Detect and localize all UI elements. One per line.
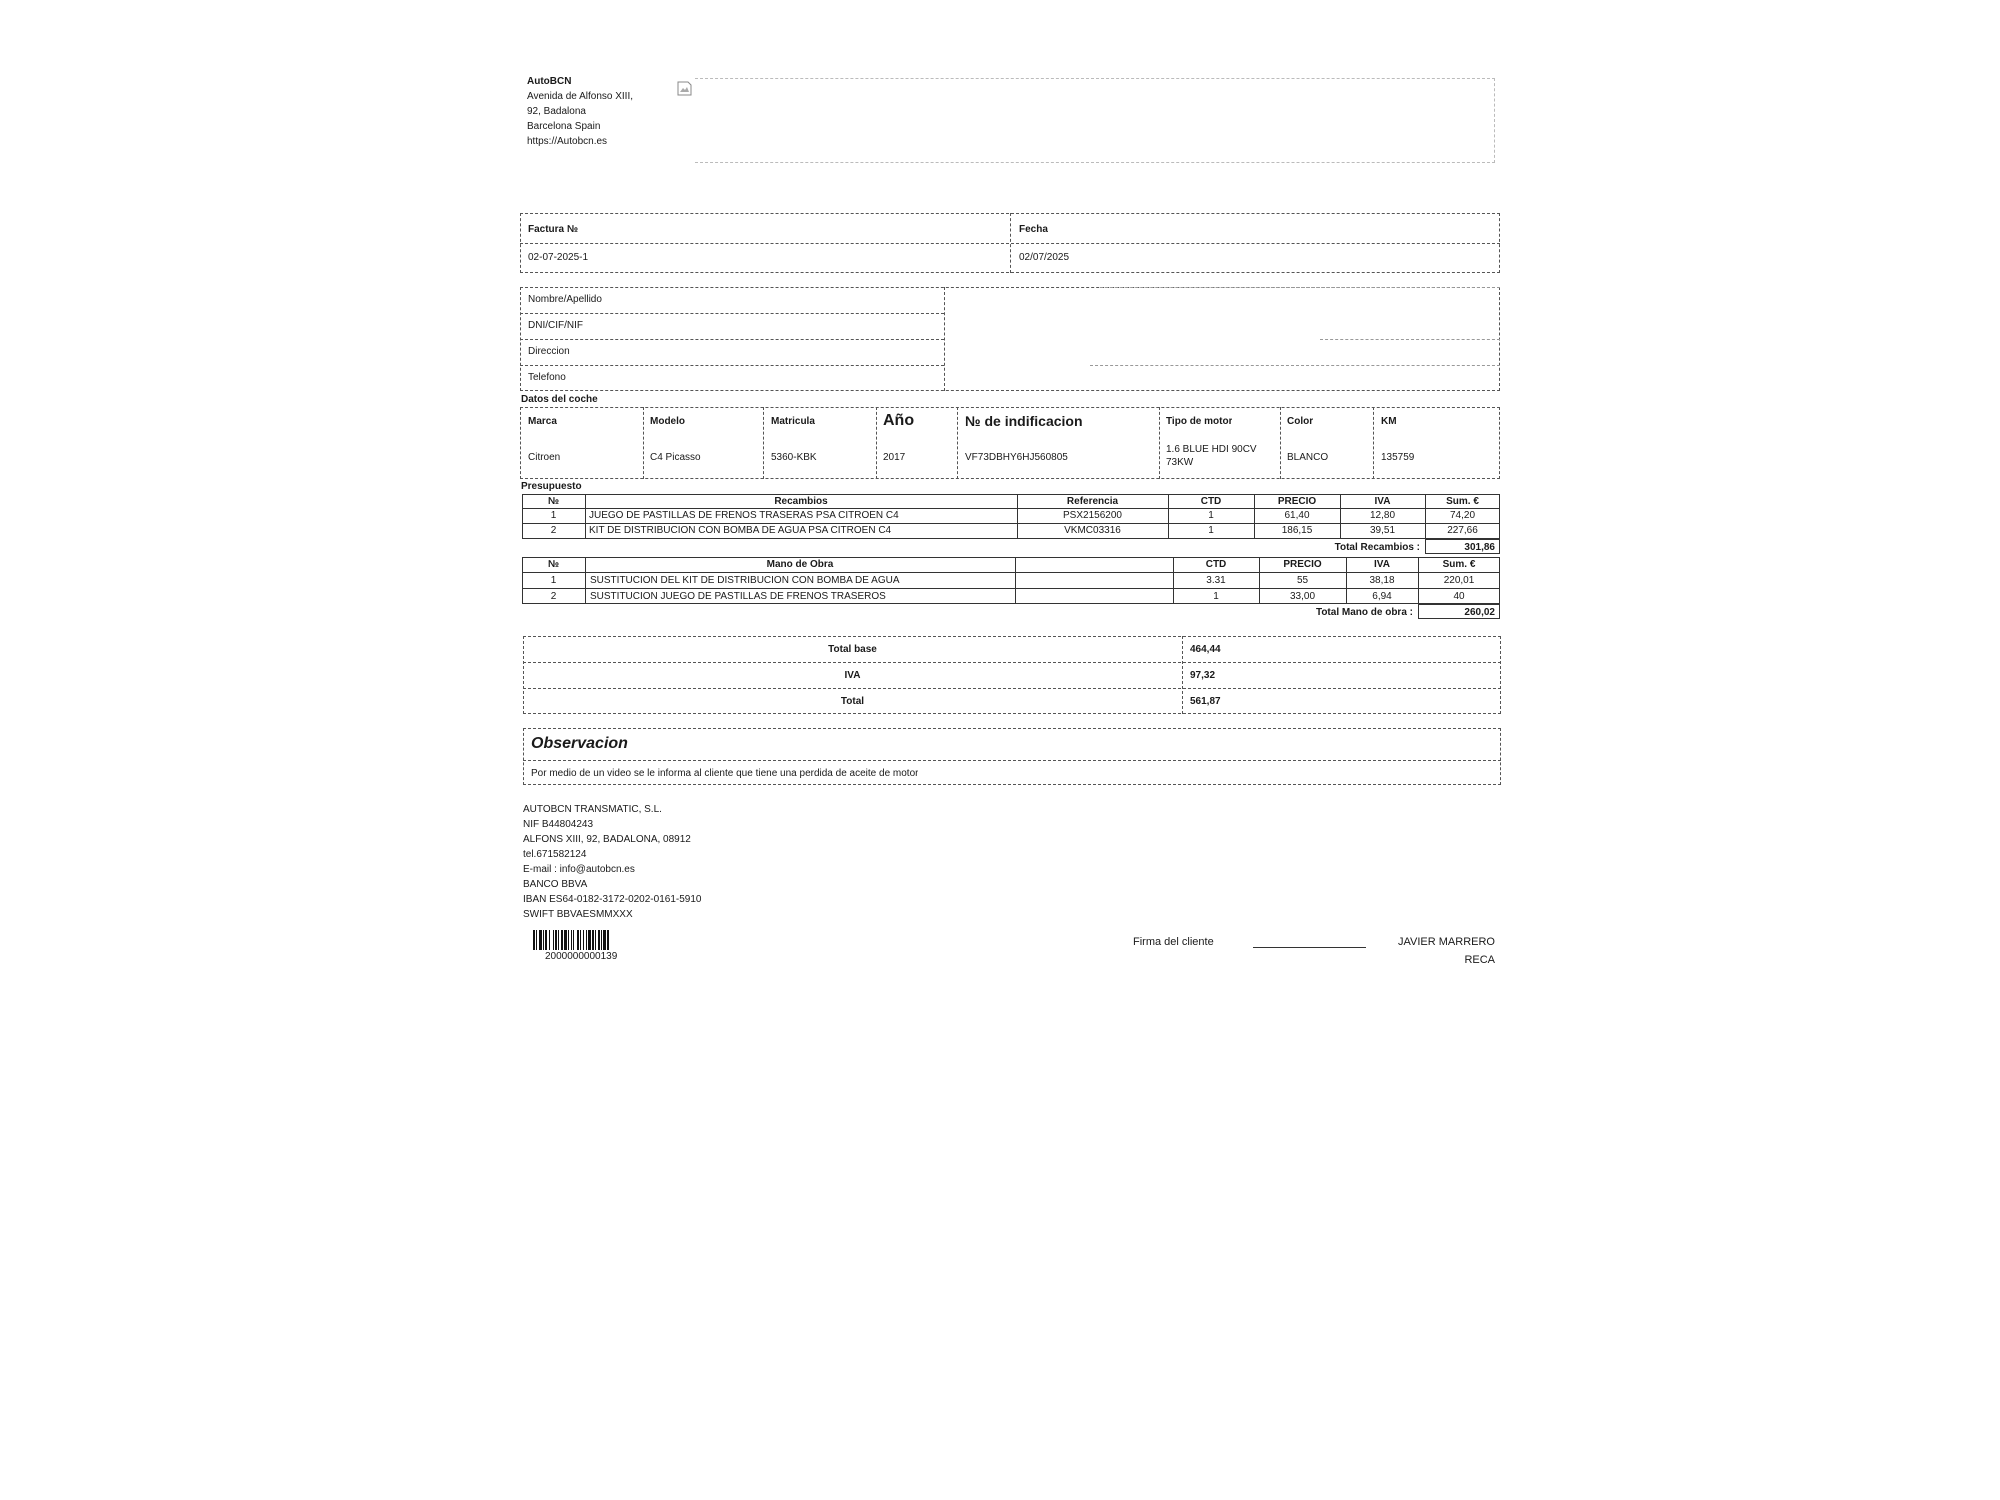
footer-line-5: E-mail : info@autobcn.es xyxy=(523,864,635,875)
client-info-vdivider xyxy=(944,287,945,391)
logo-area-top xyxy=(695,78,1495,79)
car-header-ano: Año xyxy=(883,412,915,429)
invoice-date: 02/07/2025 xyxy=(1019,252,1070,263)
parts-row-1-sum: 74,20 xyxy=(1449,510,1476,521)
labor-row-1-desc: SUSTITUCION DEL KIT DE DISTRIBUCION CON BOMBA DE AGUA xyxy=(590,575,900,586)
barcode-bar xyxy=(553,930,554,950)
car-col-divider-3 xyxy=(876,407,877,479)
barcode-bar xyxy=(580,930,581,950)
signature-name-line2: RECA xyxy=(1464,954,1495,966)
parts-row-2-desc: KIT DE DISTRIBUCION CON BOMBA DE AGUA PSA CITROEN C4 xyxy=(589,525,892,536)
parts-row-2-sum: 227,66 xyxy=(1447,525,1478,536)
car-header-marca: Marca xyxy=(528,416,557,427)
client-row-divider-1 xyxy=(520,313,944,314)
footer-line-7: IBAN ES64-0182-3172-0202-0161-5910 xyxy=(523,894,702,905)
invoice-number: 02-07-2025-1 xyxy=(528,252,589,263)
totals-row-divider-1 xyxy=(523,662,1501,663)
parts-header-ctd: CTD xyxy=(1200,496,1222,507)
labor-header-sum: Sum. € xyxy=(1442,559,1476,570)
footer-line-8: SWIFT BBVAESMMXXX xyxy=(523,909,633,920)
barcode-bar xyxy=(558,930,559,950)
barcode-bar xyxy=(603,930,606,950)
client-id-label: DNI/CIF/NIF xyxy=(528,320,583,331)
company-website: https://Autobcn.es xyxy=(527,136,608,147)
barcode-bar xyxy=(543,930,544,950)
client-row-divider-3 xyxy=(520,365,944,366)
labor-row-2-iva: 6,94 xyxy=(1372,591,1392,602)
labor-row-2-ctd: 1 xyxy=(1213,591,1219,602)
barcode-bar xyxy=(549,930,550,950)
labor-total-value: 260,02 xyxy=(1464,607,1495,618)
labor-header-ctd: CTD xyxy=(1205,559,1227,570)
car-col-divider-2 xyxy=(763,407,764,479)
footer-line-4: tel.671582124 xyxy=(523,849,587,860)
parts-row-2-precio: 186,15 xyxy=(1281,525,1313,536)
company-address-line2: 92, Badalona xyxy=(527,106,586,117)
client-name-label: Nombre/Apellido xyxy=(528,294,602,305)
car-col-divider-4 xyxy=(957,407,958,479)
observation-text: Por medio de un video se le informa al cliente que tiene una perdida de aceite de motor xyxy=(531,768,919,779)
barcode-bar xyxy=(555,930,557,950)
totals-base-value: 464,44 xyxy=(1190,644,1221,655)
client-value-line-3 xyxy=(1090,365,1500,366)
client-value-line-2 xyxy=(1320,339,1500,340)
labor-row-1-no: 1 xyxy=(550,575,557,586)
car-header-motor: Tipo de motor xyxy=(1166,416,1233,427)
parts-header-referencia: Referencia xyxy=(1066,496,1119,507)
company-address-line1: Avenida de Alfonso XIII, xyxy=(527,91,634,102)
barcode-bar xyxy=(595,930,596,950)
barcode-bar xyxy=(577,930,579,950)
parts-header-no: № xyxy=(547,496,560,507)
invoice-number-label: Factura № xyxy=(528,224,579,235)
barcode-bar xyxy=(539,930,542,950)
totals-total-label: Total xyxy=(840,696,865,707)
car-value-modelo: C4 Picasso xyxy=(650,452,701,463)
labor-header-divider xyxy=(522,572,1500,573)
barcode-number: 2000000000139 xyxy=(545,951,618,962)
barcode-bar xyxy=(573,930,574,950)
car-header-km: KM xyxy=(1381,416,1397,427)
labor-header-precio: PRECIO xyxy=(1283,559,1322,570)
labor-header-iva: IVA xyxy=(1374,559,1390,570)
broken-image-icon xyxy=(676,80,694,98)
logo-area-bottom xyxy=(695,162,1495,163)
totals-vdivider xyxy=(1182,636,1183,714)
labor-header-no: № xyxy=(547,559,560,570)
labor-row-1-sum: 220,01 xyxy=(1443,575,1475,586)
totals-iva-value: 97,32 xyxy=(1190,670,1216,681)
totals-iva-label: IVA xyxy=(844,670,861,681)
barcode-bar xyxy=(536,930,537,950)
labor-row-1-precio: 55 xyxy=(1296,575,1309,586)
labor-row-divider xyxy=(522,588,1500,589)
barcode-bar xyxy=(601,930,602,950)
labor-row-2-precio: 33,00 xyxy=(1289,591,1316,602)
car-header-modelo: Modelo xyxy=(650,416,685,427)
car-header-vin: № de indificacion xyxy=(965,413,1083,429)
footer-line-3: ALFONS XIII, 92, BADALONA, 08912 xyxy=(523,834,691,845)
parts-row-1-ref: PSX2156200 xyxy=(1063,510,1122,521)
invoice-date-label: Fecha xyxy=(1019,224,1048,235)
car-value-ano: 2017 xyxy=(883,452,906,463)
barcode-bar xyxy=(586,930,587,950)
barcode-bar xyxy=(568,930,569,950)
parts-header-recambios: Recambios xyxy=(774,496,828,507)
signature-label: Firma del cliente xyxy=(1133,936,1214,948)
labor-row-1-ctd: 3.31 xyxy=(1206,575,1226,586)
labor-row-2-sum: 40 xyxy=(1453,591,1465,602)
totals-base-label: Total base xyxy=(828,644,877,655)
footer-line-1: AUTOBCN TRANSMATIC, S.L. xyxy=(523,804,662,815)
totals-total-value: 561,87 xyxy=(1190,696,1221,707)
client-address-label: Direccion xyxy=(528,346,570,357)
observation-divider xyxy=(523,760,1501,761)
car-col-divider-5 xyxy=(1159,407,1160,479)
car-value-km: 135759 xyxy=(1381,452,1415,463)
car-value-matricula: 5360-KBK xyxy=(771,452,817,463)
car-value-color: BLANCO xyxy=(1287,452,1329,463)
logo-area-right xyxy=(1494,78,1495,163)
car-col-divider-1 xyxy=(643,407,644,479)
barcode-bar xyxy=(545,930,547,950)
barcode xyxy=(533,930,658,950)
parts-header-precio: PRECIO xyxy=(1277,496,1317,507)
car-value-marca: Citroen xyxy=(528,452,561,463)
parts-total-label: Total Recambios : xyxy=(1334,542,1420,553)
car-header-color: Color xyxy=(1287,416,1314,427)
barcode-bar xyxy=(588,930,591,950)
labor-row-2-desc: SUSTITUCION JUEGO DE PASTILLAS DE FRENOS TRASEROS xyxy=(590,591,886,602)
barcode-bar xyxy=(561,930,563,950)
observation-title: Observacion xyxy=(531,735,628,752)
barcode-bar xyxy=(571,930,572,950)
parts-header-sum: Sum. € xyxy=(1446,496,1479,507)
invoice-info-vdivider xyxy=(1010,213,1011,273)
parts-row-1-desc: JUEGO DE PASTILLAS DE FRENOS TRASERAS PSA CITROEN C4 xyxy=(589,510,899,521)
signature-name-line1: JAVIER MARRERO xyxy=(1398,936,1495,948)
parts-row-2-ref: VKMC03316 xyxy=(1064,525,1121,536)
footer-line-6: BANCO BBVA xyxy=(523,879,588,890)
car-col-divider-7 xyxy=(1373,407,1374,479)
parts-row-1-ctd: 1 xyxy=(1208,510,1214,521)
company-name: AutoBCN xyxy=(527,76,572,87)
barcode-bar xyxy=(533,930,535,950)
labor-row-2-no: 2 xyxy=(550,591,557,602)
barcode-bar xyxy=(564,930,567,950)
client-phone-label: Telefono xyxy=(528,372,566,383)
car-section-title: Datos del coche xyxy=(521,394,598,405)
parts-total-value: 301,86 xyxy=(1464,542,1495,553)
barcode-bar xyxy=(607,930,609,950)
client-row-divider-2 xyxy=(520,339,944,340)
car-value-vin: VF73DBHY6HJ560805 xyxy=(965,452,1068,463)
parts-row-1-precio: 61,40 xyxy=(1284,510,1310,521)
client-value-line-1 xyxy=(1100,287,1500,288)
parts-row-1-no: 1 xyxy=(550,510,557,521)
parts-section-title: Presupuesto xyxy=(521,481,582,492)
car-header-matricula: Matricula xyxy=(771,416,815,427)
parts-row-2-no: 2 xyxy=(550,525,557,536)
totals-row-divider-2 xyxy=(523,688,1501,689)
car-value-motor: 1.6 BLUE HDI 90CV 73KW xyxy=(1166,444,1257,468)
parts-row-1-iva: 12,80 xyxy=(1369,510,1396,521)
parts-row-2-iva: 39,51 xyxy=(1369,525,1396,536)
barcode-bar xyxy=(598,930,600,950)
labor-header-mano: Mano de Obra xyxy=(766,559,834,570)
company-address-line3: Barcelona Spain xyxy=(527,121,601,132)
parts-row-2-ctd: 1 xyxy=(1208,525,1214,536)
labor-row-1-iva: 38,18 xyxy=(1369,575,1395,586)
labor-total-label: Total Mano de obra : xyxy=(1315,607,1413,618)
footer-line-2: NIF B44804243 xyxy=(523,819,594,830)
parts-header-iva: IVA xyxy=(1374,496,1391,507)
car-col-divider-6 xyxy=(1280,407,1281,479)
barcode-bar xyxy=(592,930,594,950)
barcode-bar xyxy=(583,930,584,950)
